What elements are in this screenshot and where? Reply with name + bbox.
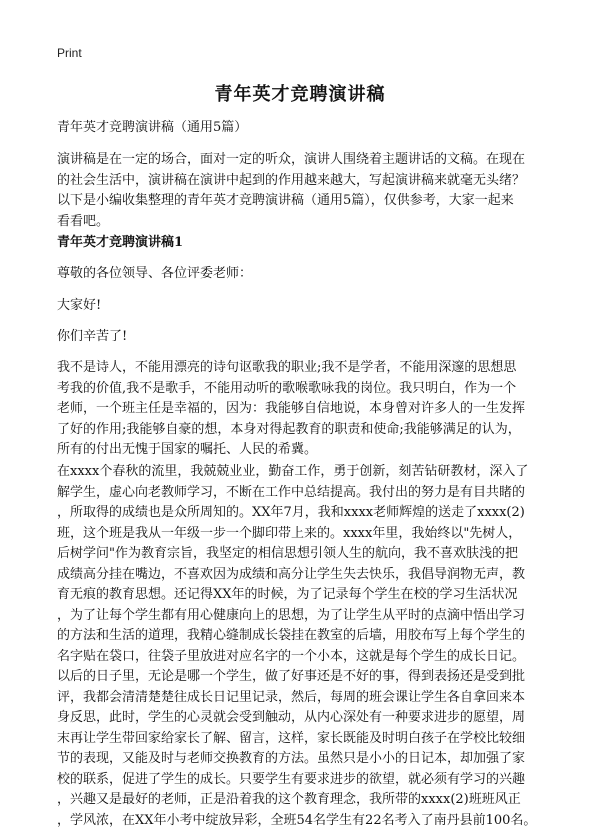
print-link[interactable]: Print (57, 46, 82, 60)
paragraph-1 (57, 358, 549, 461)
paragraph-line: 所有的付出无愧于国家的嘱托、人民的希冀。 (57, 440, 549, 461)
intro-line: 演讲稿是在一定的场合，面对一定的听众，演讲人围绕着主题讲话的文稿。在现在 (57, 150, 549, 171)
thanks (57, 327, 549, 348)
hello-text: 大家好! (57, 296, 549, 317)
subtitle (57, 118, 549, 139)
paragraph-line: 成绩高分挂在嘴边，不喜欢因为成绩和高分让学生失去快乐，我倡导润物无声，教 (57, 565, 549, 586)
paragraph-line: 以后的日子里，无论是哪一个学生，做了好事还是不好的事，得到表扬还是受到批 (57, 667, 549, 688)
page-title: 青年英才竞聘演讲稿 (0, 80, 600, 106)
paragraph-line: 节的表现，又能及时与老师交换教育的方法。虽然只是小小的日记本，却加强了家 (57, 749, 549, 770)
section-heading (57, 233, 549, 254)
paragraph-line: ，所取得的成绩也是众所周知的。XX年7月，我和xxxx老师辉煌的送走了xxxx(2) (57, 503, 549, 524)
paragraph-line: 身反思，此时，学生的心灵就会受到触动，从内心深处有一种要求进步的愿望，周 (57, 708, 549, 729)
paragraph-line: 班，这个班是我从一年级一步一个脚印带上来的。xxxx年里，我始终以"先树人， (57, 524, 549, 545)
paragraph-line: 了好的作用;我能够自豪的想，本身对得起教育的职责和使命;我能够满足的认为， (57, 420, 549, 441)
greeting-text: 尊敬的各位领导、各位评委老师： (57, 264, 549, 285)
intro-paragraph (57, 150, 549, 232)
paragraph-line: 考我的价值,我不是歌手，不能用动听的歌喉歌咏我的岗位。我只明白，作为一个 (57, 379, 549, 400)
paragraph-line: 育无痕的教育思想。还记得XX年的时候，为了记录每个学生在校的学习生活状况 (57, 585, 549, 606)
paragraph-line: ，为了让每个学生都有用心健康向上的思想，为了让学生从平时的点滴中悟出学习 (57, 606, 549, 627)
thanks-text: 你们辛苦了! (57, 327, 549, 348)
intro-line: 的社会生活中，演讲稿在演讲中起到的作用越来越大，写起演讲稿来就毫无头绪？ (57, 171, 549, 192)
paragraph-line: 名字贴在袋口，往袋子里放进对应名字的一个小本，这就是每个学生的成长日记。 (57, 647, 549, 668)
intro-line: 看看吧。 (57, 212, 549, 233)
paragraph-line: 末再让学生带回家给家长了解、留言，这样，家长既能及时明白孩子在学校比较细 (57, 729, 549, 750)
hello (57, 296, 549, 317)
paragraph-line: ，兴趣又是最好的老师，正是沿着我的这个教育理念，我所带的xxxx(2)班班风正 (57, 790, 549, 811)
greeting (57, 264, 549, 285)
section-heading-text: 青年英才竞聘演讲稿1 (57, 233, 549, 254)
paragraph-line: 老师，一个班主任是幸福的，因为：我能够自信地说，本身曾对许多人的一生发挥 (57, 399, 549, 420)
paragraph-line: 校的联系，促进了学生的成长。只要学生有要求进步的欲望，就必须有学习的兴趣 (57, 770, 549, 791)
paragraph-line: 评，我都会清清楚楚往成长日记里记录，然后，每周的班会课让学生各自拿回来本 (57, 688, 549, 709)
paragraph-line: 的方法和生活的道理，我精心缝制成长袋挂在教室的后墙，用胶布写上每个学生的 (57, 626, 549, 647)
intro-line: 以下是小编收集整理的青年英才竞聘演讲稿（通用5篇），仅供参考，大家一起来 (57, 191, 549, 212)
paragraph-line: ，学风浓，在XX年小考中绽放异彩，全班54名学生有22名考入了南丹县前100名。 (57, 811, 549, 831)
paragraph-line: 解学生，虚心向老教师学习，不断在工作中总结提高。我付出的努力是有目共睹的 (57, 483, 549, 504)
paragraph-line: 后树学问"作为教育宗旨，我坚定的相信思想引领人生的航向，我不喜欢肤浅的把 (57, 544, 549, 565)
paragraph-line: 在xxxx个春秋的流里，我兢兢业业，勤奋工作，勇于创新，刻苦钻研教材，深入了 (57, 462, 549, 483)
subtitle-text: 青年英才竞聘演讲稿（通用5篇） (57, 118, 549, 139)
paragraph-2 (57, 462, 549, 831)
paragraph-line: 我不是诗人，不能用漂亮的诗句讴歌我的职业;我不是学者，不能用深邃的思想思 (57, 358, 549, 379)
